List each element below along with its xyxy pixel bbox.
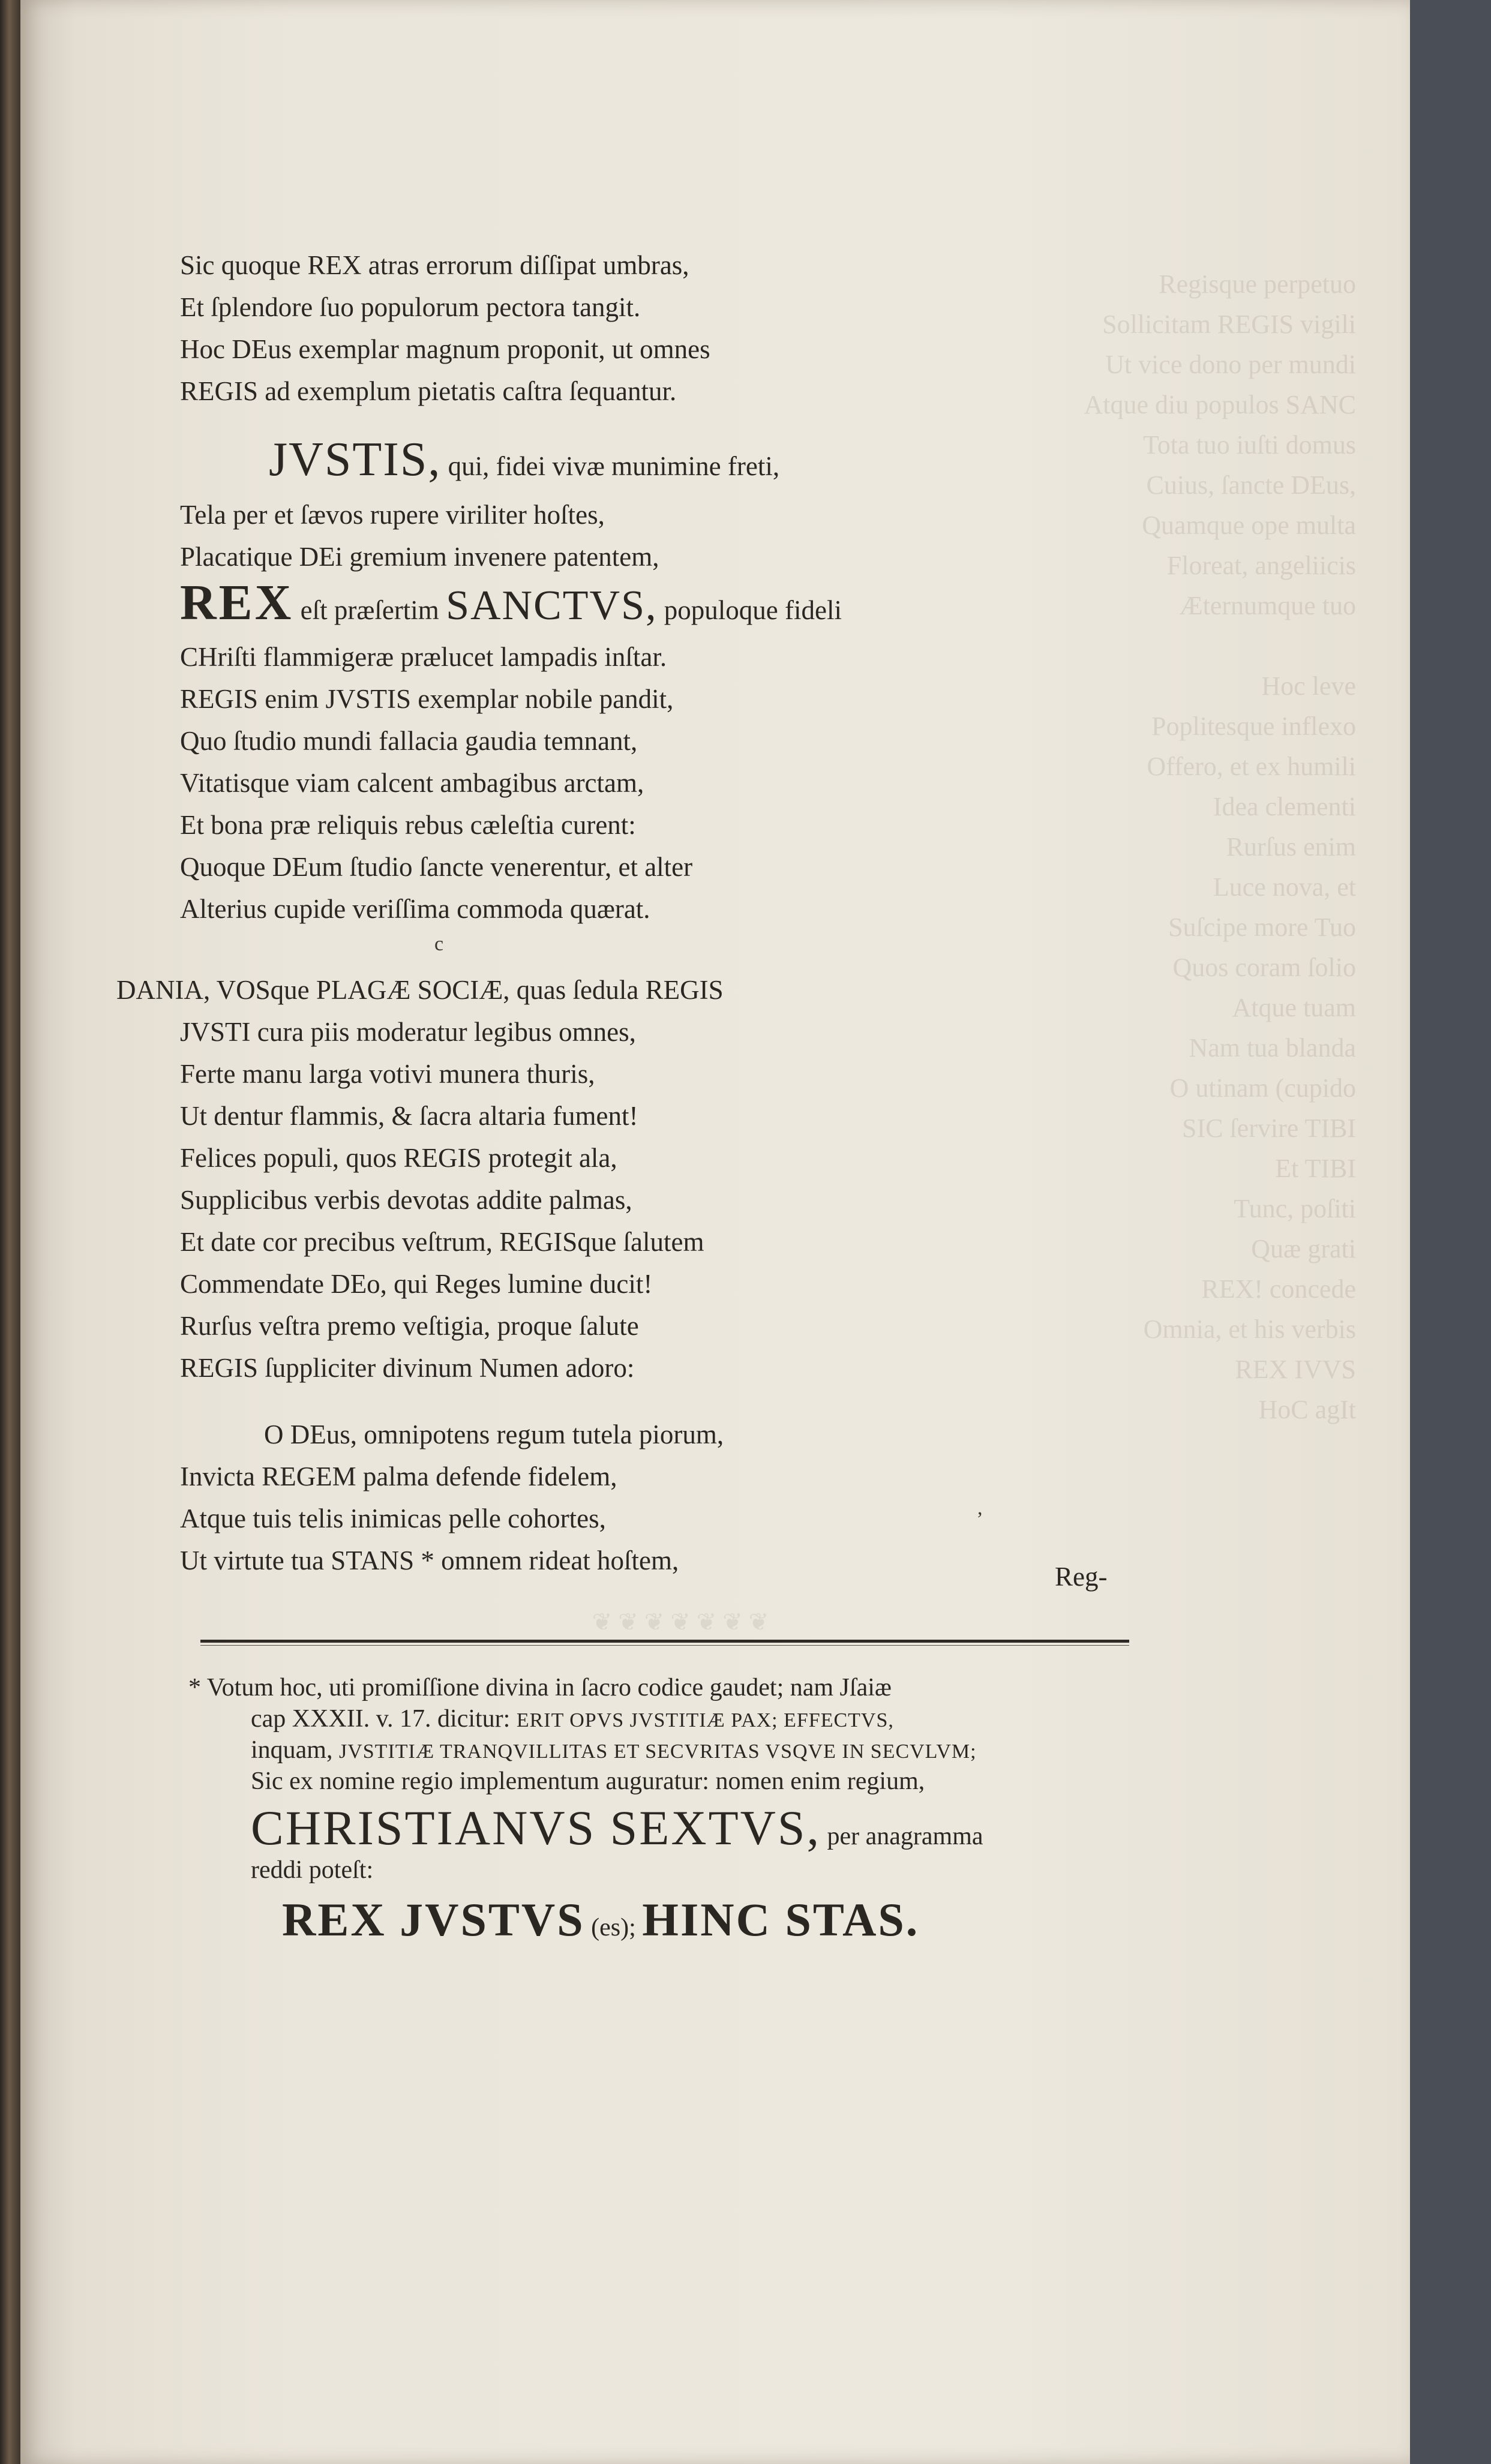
poem-line: Commendate DEo, qui Reges lumine ducit!: [180, 1269, 653, 1299]
poem-line: REGIS ſuppliciter divinum Numen adoro:: [180, 1353, 635, 1383]
poem-line: Et ſplendore ſuo populorum pectora tangit.: [180, 292, 641, 322]
poem-line: Tela per et ſævos rupere viriliter hoſtes,: [180, 500, 605, 530]
printer-mark: ,: [977, 1497, 983, 1519]
poem-fragment: eſt præſertim: [300, 595, 439, 625]
poem-line: Felices populi, quos REGIS protegit ala,: [180, 1143, 617, 1173]
footnote-fragment: ERIT OPVS JVSTITIÆ PAX; EFFECTVS,: [516, 1709, 894, 1731]
footnote-line: * Votum hoc, uti promiſſione divina in ſacro codice gaudet; nam Jſaiæ: [188, 1674, 892, 1701]
bleed-through-text: Regisque perpetuo Sollicitam REGIS vigili Ut vice dono per mundi Atque diu populos SANC Tota tuo iuſti domus Cuius, ſancte DEus, Quamque ope multa Floreat, angeliicis Æternumque tuo Hoc leve Poplitesque inflexo Offero, et ex humili Idea clementi Rurſus enim Luce nova, et Suſcipe more Tuo Quos coram ſolio Atque tuam Nam tua blanda O utinam (cupido SIC ſervire TIBI Et TIBI Tunc, poſiti Quæ grati REX! concede Omnia, et his verbis REX IVVS HoC agIt: [1084, 269, 1356, 1424]
poem-line: [180, 575, 842, 631]
justis-heading: JVSTIS,: [269, 433, 442, 486]
rex-heading: REX: [180, 575, 294, 631]
footnote-fragment: per anagramma: [827, 1823, 983, 1850]
poem-line: Ferte manu larga votivi munera thuris,: [180, 1059, 595, 1089]
footnote-fragment: inquam,: [251, 1736, 333, 1764]
footnote-line: [251, 1801, 983, 1863]
catchword: Reg-: [1055, 1562, 1108, 1592]
poem-line: Et date cor precibus veſtrum, REGISque ſalutem: [180, 1227, 704, 1257]
footnote-line: reddi poteſt:: [251, 1856, 374, 1884]
poem-fragment: populoque fideli: [664, 595, 842, 625]
poem-line: Supplicibus verbis devotas addite palmas,: [180, 1185, 632, 1215]
poem-line: REGIS enim JVSTIS exemplar nobile pandit,: [180, 684, 674, 714]
ornament-bleed: ❦ ❦ ❦ ❦ ❦ ❦ ❦: [592, 1608, 769, 1635]
poem-line: DANIA, VOSque PLAGÆ SOCIÆ, quas ſedula REGIS: [116, 975, 724, 1005]
poem-line: JVSTI cura piis moderatur legibus omnes,: [180, 1017, 636, 1047]
footnote-rule: [200, 1640, 1129, 1643]
poem-line: [269, 433, 780, 486]
footnote-line: Sic ex nomine regio implementum auguratur: nomen enim regium,: [251, 1767, 925, 1795]
poem-line: Quoque DEum ſtudio ſancte venerentur, et alter: [180, 852, 693, 882]
page: [20, 0, 1410, 2464]
poem-line: Et bona præ reliquis rebus cæleſtia curent:: [180, 810, 636, 840]
poem-line: Ut virtute tua STANS * omnem rideat hoſtem,: [180, 1545, 679, 1575]
poem-line: Ut dentur flammis, & ſacra altaria fument!: [180, 1101, 638, 1131]
footnote-line: [251, 1735, 977, 1767]
poem-line: REGIS ad exemplum pietatis caſtra ſequantur.: [180, 376, 677, 406]
poem-line: Atque tuis telis inimicas pelle cohortes,: [180, 1503, 606, 1533]
anagram-result: REX JVSTVS: [282, 1893, 585, 1946]
poem-line: Quo ſtudio mundi fallacia gaudia temnant,: [180, 726, 638, 756]
sanctus-heading: SANCTVS,: [446, 583, 658, 629]
footnote-line: [251, 1704, 894, 1736]
anagram-result: HINC STAS.: [642, 1893, 920, 1946]
poem-line: Placatique DEi gremium invenere patentem,: [180, 542, 659, 572]
poem-line: CHriſti flammigeræ prælucet lampadis inſtar.: [180, 642, 667, 672]
poem-line: O DEus, omnipotens regum tutela piorum,: [264, 1419, 724, 1449]
anagram-name: CHRISTIANVS SEXTVS,: [251, 1800, 821, 1855]
poem-fragment: qui, fidei vivæ munimine freti,: [448, 451, 780, 481]
footnote-fragment: cap XXXII. v. 17. dicitur:: [251, 1705, 511, 1733]
poem-line: Sic quoque REX atras errorum diſſipat umbras,: [180, 250, 689, 280]
footnote-rule-thin: [200, 1645, 1129, 1646]
poem-line: Alterius cupide veriſſima commoda quærat.: [180, 894, 650, 924]
footnote-line: [282, 1890, 919, 1958]
poem-line: Invicta REGEM palma defende fidelem,: [180, 1461, 617, 1491]
poem-line: Rurſus veſtra premo veſtigia, proque ſalute: [180, 1311, 639, 1341]
poem-line: Vitatisque viam calcent ambagibus arctam,: [180, 768, 644, 798]
footnote-fragment: JVSTITIÆ TRANQVILLITAS ET SECVRITAS VSQVE IN SECVLVM;: [338, 1740, 977, 1763]
printer-mark: c: [434, 933, 444, 955]
footnote-fragment: (es);: [591, 1914, 636, 1941]
book-spine: [0, 0, 20, 2464]
poem-line: Hoc DEus exemplar magnum proponit, ut omnes: [180, 334, 710, 364]
